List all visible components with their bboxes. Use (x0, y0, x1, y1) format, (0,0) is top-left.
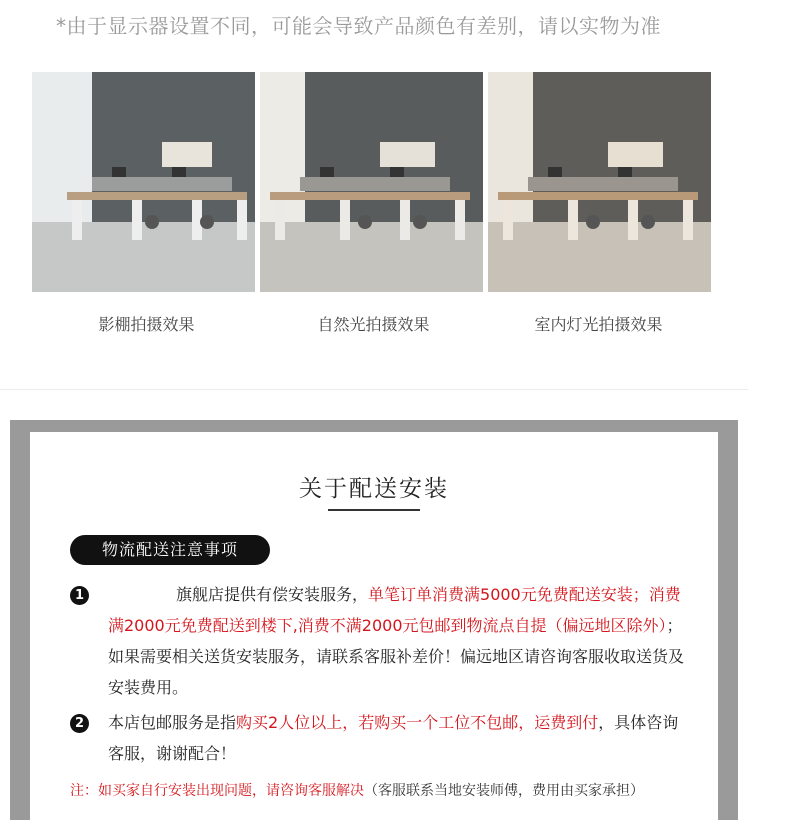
item-2-text-c: ，具体咨询客服，谢谢配合！ (108, 713, 679, 763)
office-desk-photo-icon (488, 72, 711, 292)
item-1-text-a: 旗舰店提供有偿安装服务， (176, 585, 369, 604)
delivery-item-2 (108, 707, 688, 769)
photo-caption-studio: 影棚拍摄效果 (98, 315, 195, 334)
note-plain: （客服联系当地安装师傅，费用由买家承担） (364, 783, 644, 799)
photo-caption-natural: 自然光拍摄效果 (317, 315, 430, 334)
item-2-text-a: 本店包邮服务是指 (108, 713, 237, 732)
delivery-item-1 (108, 579, 688, 703)
photo-caption-indoor: 室内灯光拍摄效果 (534, 315, 663, 334)
item-2-text-highlight: 购买2人位以上，若购买一个工位不包邮，运费到付 (236, 713, 599, 732)
office-desk-photo-icon (260, 72, 483, 292)
installation-note (70, 780, 710, 800)
color-disclaimer: *由于显示器设置不同，可能会导致产品颜色有差别，请以实物为准 (56, 14, 661, 38)
photo-natural-light (260, 72, 483, 292)
delivery-heading: 关于配送安装 (299, 476, 449, 502)
item-number-2-icon: 2 (70, 714, 89, 733)
heading-underline (328, 509, 420, 511)
item-1-text-c: ；如果需要相关送货安装服务，请联系客服补差价！偏远地区请咨询客服收取送货及安装费用。 (108, 616, 685, 697)
office-desk-photo-icon (32, 72, 255, 292)
item-1-text-highlight: 单笔订单消费满5000元免费配送安装；消费满2000元免费配送到楼下,消费不满2000元包邮到物流点自提（偏远地区除外） (108, 585, 681, 635)
logistics-notice-pill: 物流配送注意事项 (70, 535, 270, 565)
photo-indoor-light (488, 72, 711, 292)
note-red: 注：如买家自行安装出现问题，请咨询客服解决 (70, 783, 364, 799)
photo-studio (32, 72, 255, 292)
section-divider (0, 389, 748, 390)
item-number-1-icon: 1 (70, 586, 89, 605)
